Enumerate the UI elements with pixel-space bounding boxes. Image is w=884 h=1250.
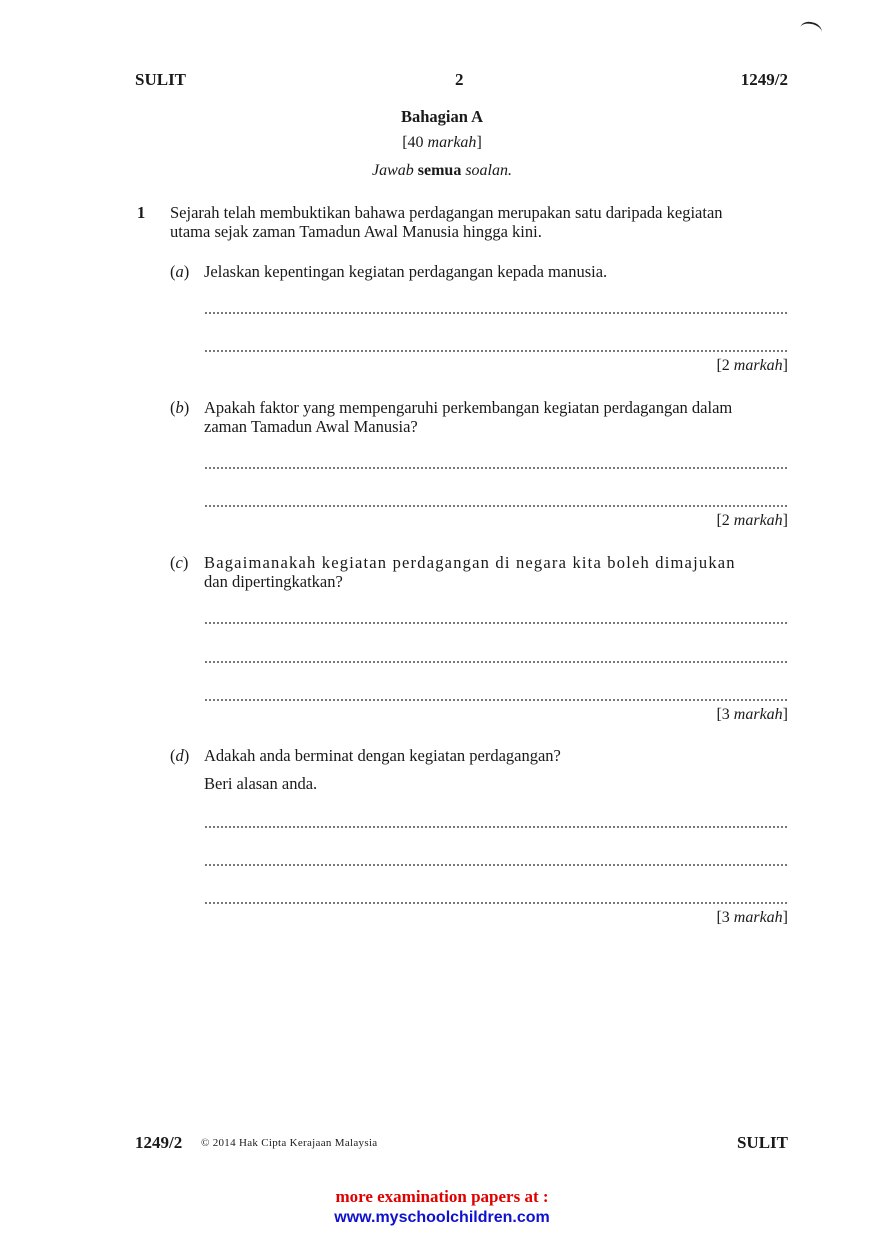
part-c-line: Bagaimanakah kegiatan perdagangan di negara kita boleh dimajukan bbox=[204, 553, 736, 572]
section-title: Bahagian A bbox=[400, 107, 484, 126]
part-c-marks: [3 markah] bbox=[716, 706, 788, 723]
part-c-line: dan dipertingkatkan? bbox=[204, 572, 343, 591]
part-a-marks: [2 markah] bbox=[716, 357, 788, 374]
part-label: (c) bbox=[170, 553, 189, 572]
header-paper-code: 1249/2 bbox=[740, 70, 788, 89]
answer-line[interactable] bbox=[204, 505, 788, 507]
question-stem-line: utama sejak zaman Tamadun Awal Manusia hingga kini. bbox=[170, 222, 542, 241]
part-d-text-2: Beri alasan anda. bbox=[204, 774, 318, 793]
header-sulit: SULIT bbox=[135, 70, 187, 89]
promo-text: more examination papers at : bbox=[335, 1187, 549, 1206]
part-a-text: Jelaskan kepentingan kegiatan perdagangan kepada manusia. bbox=[204, 262, 608, 281]
question-stem bbox=[170, 203, 788, 241]
section-marks: [40 markah] bbox=[402, 134, 482, 151]
answer-line[interactable] bbox=[204, 864, 788, 866]
promo-link[interactable]: www.myschoolchildren.com bbox=[334, 1209, 550, 1226]
part-d-text: Adakah anda berminat dengan kegiatan perdagangan? bbox=[204, 746, 561, 765]
part-label: (a) bbox=[170, 262, 190, 281]
answer-line[interactable] bbox=[204, 826, 788, 828]
answer-line[interactable] bbox=[204, 622, 788, 624]
question-number: 1 bbox=[137, 203, 146, 222]
section-instruction: Jawab semua soalan. bbox=[371, 162, 512, 179]
part-label: (b) bbox=[170, 398, 190, 417]
answer-line[interactable] bbox=[204, 699, 788, 701]
part-d-marks: [3 markah] bbox=[716, 909, 788, 926]
part-b-marks: [2 markah] bbox=[716, 512, 788, 529]
part-c-text bbox=[204, 553, 788, 591]
question-stem-line: Sejarah telah membuktikan bahawa perdagangan merupakan satu daripada kegiatan bbox=[170, 203, 723, 222]
answer-line[interactable] bbox=[204, 350, 788, 352]
answer-line[interactable] bbox=[204, 661, 788, 663]
footer-copyright: © 2014 Hak Cipta Kerajaan Malaysia bbox=[201, 1137, 378, 1149]
part-label: (d) bbox=[170, 746, 190, 765]
footer-paper-code: 1249/2 bbox=[135, 1133, 183, 1152]
part-b-text bbox=[204, 398, 788, 436]
answer-line[interactable] bbox=[204, 902, 788, 904]
part-b-line: Apakah faktor yang mempengaruhi perkembangan kegiatan perdagangan dalam bbox=[204, 398, 733, 417]
page-number: 2 bbox=[455, 70, 464, 89]
part-b-line: zaman Tamadun Awal Manusia? bbox=[204, 417, 418, 436]
footer-sulit: SULIT bbox=[736, 1133, 788, 1152]
answer-line[interactable] bbox=[204, 467, 788, 469]
answer-line[interactable] bbox=[204, 312, 788, 314]
scan-corner-mark bbox=[799, 20, 823, 40]
